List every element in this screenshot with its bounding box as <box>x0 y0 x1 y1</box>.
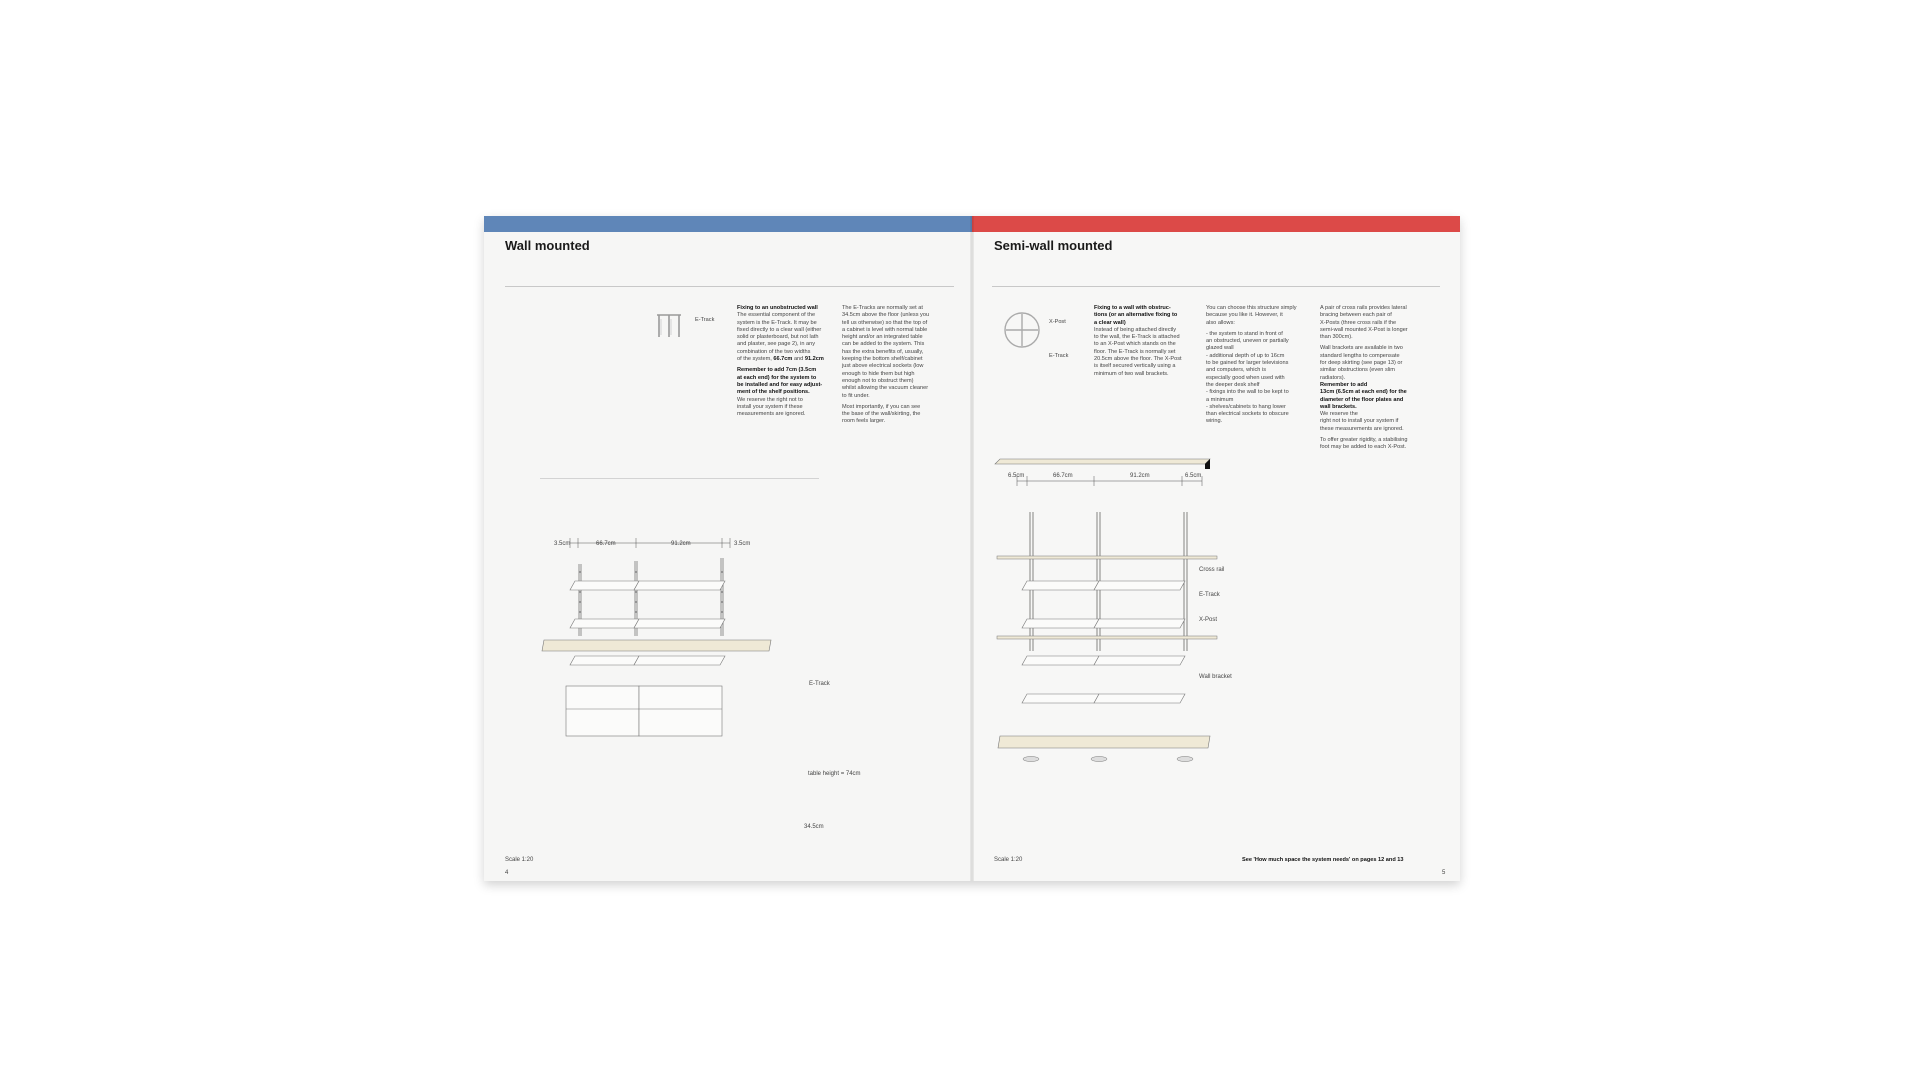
col2-line: enough not to obstruct them) <box>842 377 914 384</box>
scale-label-left: Scale 1:20 <box>505 857 534 863</box>
col1-line: system is the E-Track. It may be <box>737 319 817 326</box>
e-track-label: E-Track <box>1049 353 1069 359</box>
col1-bold-line: at each end) for the system to <box>737 374 817 381</box>
col1-line: to the wall, the E-Track is attached <box>1094 334 1180 341</box>
col1-line: is itself secured vertically using a <box>1094 363 1176 370</box>
col2-line: The E-Tracks are normally set at <box>842 305 923 311</box>
col2-bullet-line: to be gained for larger televisions <box>1206 360 1289 367</box>
col2-line: keeping the bottom shelf/cabinet <box>842 356 923 363</box>
col2-bullet-line: wiring. <box>1206 418 1223 425</box>
col2-bullet-line: glazed wall <box>1206 345 1234 352</box>
col3-bold-line: wall brackets. <box>1320 403 1357 410</box>
col1-bold-line: ment of the shelf positions. <box>737 389 810 396</box>
col2-line: enough to hide them but high <box>842 370 915 377</box>
dim-right-side: 3.5cm <box>734 541 751 547</box>
col3-bold-line: 13cm (6.5cm at each end) for the <box>1320 389 1407 396</box>
col2-bullet-line: especially good when used with <box>1206 374 1285 381</box>
col2-line: tell us otherwise) so that the top of <box>842 319 928 326</box>
col2-line: just above electrical sockets (low <box>842 363 924 370</box>
col1-heading: Fixing to an unobstructed wall <box>737 305 818 311</box>
col1-line: 20.5cm above the floor. The X-Post <box>1094 356 1182 363</box>
col1-heading-line: tions (or an alternative fixing to <box>1094 312 1178 319</box>
col3-bold-line: diameter of the floor plates and <box>1320 396 1404 403</box>
col1-line: minimum of two wall brackets. <box>1094 370 1169 377</box>
scale-label-right: Scale 1:20 <box>994 857 1023 863</box>
col1-line: install your system if these <box>737 403 803 410</box>
col3-line: Wall brackets are available in two <box>1320 345 1403 352</box>
col1-line: We reserve the right not to <box>737 396 803 403</box>
col2-line: to fit under. <box>842 392 870 399</box>
dim-width-2: 91.2cm <box>671 541 691 547</box>
col2-bullet-line: - shelves/cabinets to hang lower <box>1206 403 1286 410</box>
col1-line: The essential component of the <box>737 312 816 319</box>
col3-line: foot may be added to each X-Post. <box>1320 444 1407 451</box>
col1-bold-line: Remember to add 7cm (3.5cm <box>737 367 817 374</box>
col2-line: room feels larger. <box>842 418 886 425</box>
dim-width-1: 66.7cm <box>596 541 616 547</box>
col2-line: 34.5cm above the floor (unless you <box>842 312 930 319</box>
see-note: See 'How much space the system needs' on pages 12 and 13 <box>1242 857 1404 863</box>
col1-and: and <box>793 356 804 363</box>
col3-line: bracing between each pair of <box>1320 312 1392 319</box>
col2-line: can be added to the system. This <box>842 341 925 348</box>
col1-line: solid or plasterboard, but not lath <box>737 334 819 341</box>
col2-bullet-line: and computers, which is <box>1206 367 1267 374</box>
col3-line: X-Posts (three cross rails if the <box>1320 319 1397 326</box>
left-page <box>484 216 972 881</box>
dim-left-side: 6.5cm <box>1008 473 1025 479</box>
col2-bullet-line: than electrical sockets to obscure <box>1206 411 1289 418</box>
col1-line: Instead of being attached directly <box>1094 326 1177 333</box>
col3-line: We reserve the <box>1320 411 1358 418</box>
col1-bold-line: be installed and for easy adjust- <box>737 381 823 388</box>
col1-line: to an X-Post which stands on the <box>1094 341 1176 348</box>
right-page <box>972 216 1460 881</box>
callout-cross-rail: Cross rail <box>1199 567 1225 573</box>
col2-line: the base of the wall/skirting, the <box>842 411 921 418</box>
col3-line: similar obstructions (even slim <box>1320 367 1395 374</box>
col3-line: semi-wall mounted X-Post is longer <box>1320 326 1408 333</box>
col3-line: than 300cm). <box>1320 334 1353 341</box>
col1-heading-line: Fixing to a wall with obstruc- <box>1094 305 1171 311</box>
semi-wall-mounted-shelving-diagram <box>972 216 1460 881</box>
col1-line: combination of the two widths <box>737 348 811 355</box>
col2-bullet-line: the deeper desk shelf <box>1206 381 1260 388</box>
col3-line: radiators). <box>1320 374 1346 381</box>
table-height-label: table height = 74cm <box>808 771 861 777</box>
col2-line: has the extra benefits of, usually, <box>842 348 924 355</box>
dim-width-2: 91.2cm <box>1130 473 1150 479</box>
dim-left-side: 3.5cm <box>554 541 571 547</box>
callout-etrack-right: E-Track <box>1199 592 1220 598</box>
col3-line: these measurements are ignored. <box>1320 425 1404 432</box>
col2-line: height and/or an integrated table <box>842 334 923 341</box>
page-title-wall-mounted: Wall mounted <box>505 238 590 253</box>
page-number-left: 4 <box>505 870 509 876</box>
x-post-label: X-Post <box>1049 319 1066 325</box>
callout-x-post: X-Post <box>1199 617 1218 623</box>
col2-line: a cabinet is level with normal table <box>842 326 928 333</box>
col2-line: Most importantly, if you can see <box>842 403 921 410</box>
col2-bullet-line: - fixings into the wall to be kept to <box>1206 389 1289 396</box>
col1-line: and plaster, see page 2), in any <box>737 341 816 348</box>
dim-right-side: 6.5cm <box>1185 473 1202 479</box>
spread-gutter <box>970 216 974 881</box>
e-track-label: E-Track <box>695 317 715 323</box>
col2-line: whilst allowing the vacuum cleaner <box>842 385 929 392</box>
col3-bold-line: Remember to add <box>1320 381 1368 388</box>
col2-line: You can choose this structure simply <box>1206 305 1297 311</box>
col2-bullet-line: a minimum <box>1206 396 1234 403</box>
callout-wall-bracket: Wall bracket <box>1199 674 1232 680</box>
col2-line: because you like it. However, it <box>1206 312 1283 319</box>
col3-line: standard lengths to compensate <box>1320 352 1400 359</box>
dim-width-1: 66.7cm <box>1053 473 1073 479</box>
page-number-right: 5 <box>1442 870 1446 876</box>
col1-line: floor. The E-Track is normally set <box>1094 348 1176 355</box>
col3-line: A pair of cross rails provides lateral <box>1320 305 1407 311</box>
col1-heading-line: a clear wall) <box>1094 319 1126 326</box>
col2-bullet-line: - the system to stand in front of <box>1206 330 1283 337</box>
col2-bullet-line: - additional depth of up to 16cm <box>1206 352 1285 359</box>
col2-line: also allows: <box>1206 319 1235 326</box>
col2-bullet-line: an obstructed, uneven or partially <box>1206 338 1289 345</box>
brochure-spread <box>484 216 1460 881</box>
wall-mounted-shelving-diagram <box>484 216 972 881</box>
base-height-label: 34.5cm <box>804 824 824 830</box>
col3-line: right not to install your system if <box>1320 418 1399 425</box>
col1-line: measurements are ignored. <box>737 411 806 418</box>
callout-etrack-left: E-Track <box>809 681 830 687</box>
col1-line-start: of the system, <box>737 356 772 363</box>
width-1-value: 66.7cm <box>773 356 793 363</box>
page-title-semi-wall-mounted: Semi-wall mounted <box>994 238 1113 253</box>
col1-line: fixed directly to a clear wall (either <box>737 326 822 333</box>
width-2-value: 91.2cm <box>804 356 824 363</box>
col3-line: for deep skirting (see page 13) or <box>1320 360 1403 367</box>
col3-line: To offer greater rigidity, a stabilising <box>1320 437 1408 444</box>
